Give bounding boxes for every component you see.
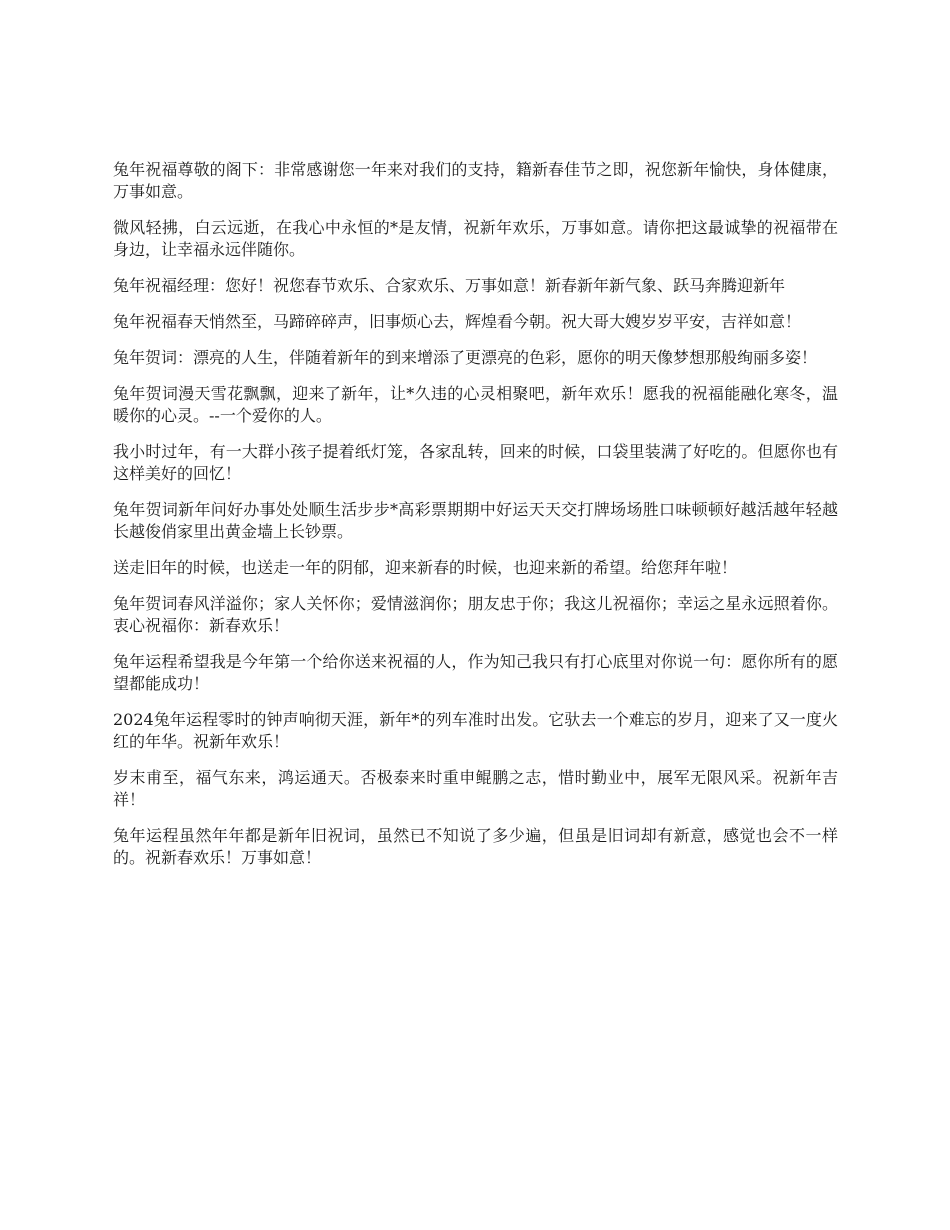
paragraph-12: 2024兔年运程零时的钟声响彻天涯，新年*的列车准时出发。它驮去一个难忘的岁月，迎来了又一度火红的年华。祝新年欢乐！ xyxy=(113,710,838,751)
paragraph-9: 送走旧年的时候，也送走一年的阴郁，迎来新春的时候，也迎来新的希望。给您拜年啦！ xyxy=(113,558,738,577)
paragraph-5: 兔年贺词：漂亮的人生，伴随着新年的到来增添了更漂亮的色彩，愿你的明天像梦想那般绚丽多姿！ xyxy=(113,348,818,367)
paragraph-8: 兔年贺词新年问好办事处处顺生活步步*高彩票期期中好运天天交打牌场场胜口味顿顿好越活越年轻越长越俊俏家里出黄金墙上长钞票。 xyxy=(113,500,838,541)
paragraph-6: 兔年贺词漫天雪花飘飘，迎来了新年，让*久违的心灵相聚吧，新年欢乐！愿我的祝福能融化寒冬，温暖你的心灵。--一个爱你的人。 xyxy=(113,384,838,425)
paragraph-14: 兔年运程虽然年年都是新年旧祝词，虽然已不知说了多少遍，但虽是旧词却有新意，感觉也会不一样的。祝新春欢乐！万事如意！ xyxy=(113,826,838,867)
paragraph-1: 兔年祝福尊敬的阁下：非常感谢您一年来对我们的支持，籍新春佳节之即，祝您新年愉快，身体健康，万事如意。 xyxy=(113,160,838,201)
paragraph-11: 兔年运程希望我是今年第一个给你送来祝福的人，作为知己我只有打心底里对你说一句：愿你所有的愿望都能成功！ xyxy=(113,652,838,693)
paragraph-2: 微风轻拂，白云远逝，在我心中永恒的*是友情，祝新年欢乐，万事如意。请你把这最诚挚的祝福带在身边，让幸福永远伴随你。 xyxy=(113,218,838,259)
document-body xyxy=(113,159,838,869)
paragraph-10: 兔年贺词春风洋溢你；家人关怀你；爱情滋润你；朋友忠于你；我这儿祝福你；幸运之星永远照着你。衷心祝福你：新春欢乐！ xyxy=(113,594,838,635)
paragraph-7: 我小时过年，有一大群小孩子提着纸灯笼，各家乱转，回来的时候，口袋里装满了好吃的。但愿你也有这样美好的回忆！ xyxy=(113,442,838,483)
paragraph-4: 兔年祝福春天悄然至，马蹄碎碎声，旧事烦心去，辉煌看今朝。祝大哥大嫂岁岁平安，吉祥如意！ xyxy=(113,312,802,331)
paragraph-13: 岁末甫至，福气东来，鸿运通天。否极泰来时重申鲲鹏之志，惜时勤业中，展军无限风采。祝新年吉祥！ xyxy=(113,768,838,809)
paragraph-3: 兔年祝福经理：您好！祝您春节欢乐、合家欢乐、万事如意！新春新年新气象、跃马奔腾迎新年 xyxy=(113,276,786,295)
